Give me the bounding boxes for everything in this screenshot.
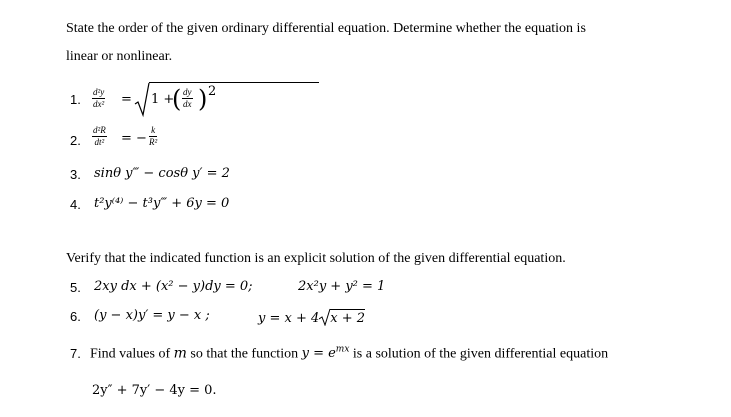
- eq1-inner-numerator: dy: [183, 87, 192, 97]
- eq1-lhs-fraction: [92, 88, 105, 109]
- problem-7-number: 7.: [70, 346, 81, 361]
- problem-6-solution-lhs: y = x + 4: [258, 311, 320, 326]
- intro-line-1: State the order of the given ordinary differential equation. Determine whether the equation is: [66, 21, 586, 36]
- problem-6-number: 6.: [70, 309, 81, 324]
- problem-2-number: 2.: [70, 133, 81, 148]
- problem-5-number: 5.: [70, 280, 81, 295]
- problem-6-equation: (y − x)y′ = y − x ;: [94, 308, 210, 323]
- eq2-rhs-numerator: k: [149, 126, 157, 137]
- eq2-rhs-denominator: R²: [149, 137, 158, 147]
- problem-7-post: is a solution of the given differential equation: [352, 346, 609, 362]
- problem-4-number: 4.: [70, 197, 81, 212]
- problem-3-equation: sinθ y‴ − cosθ y′ = 2: [94, 166, 230, 181]
- problem-7-function: [302, 346, 350, 361]
- eq2-equals: = −: [121, 131, 147, 146]
- eq1-one-plus: 1 +: [151, 92, 175, 107]
- eq2-lhs-fraction: [92, 126, 107, 147]
- problem-7-pre: Find values of: [90, 346, 171, 362]
- problem-7-function-base: y = e: [301, 346, 336, 362]
- problem-6-radicand: x + 2: [330, 311, 366, 326]
- problem-7-text: [90, 345, 608, 362]
- eq2-lhs-denominator: dt²: [94, 137, 105, 147]
- radical-sign-icon: [134, 82, 150, 118]
- problem-7-mid: so that the function: [190, 346, 299, 362]
- eq2-lhs-numerator: d²R: [93, 125, 106, 135]
- eq1-inner-denominator: dx: [183, 99, 192, 109]
- eq1-exponent: 2: [208, 84, 217, 99]
- problem-7-m: m: [173, 345, 187, 362]
- problem-4-equation: t²y⁽⁴⁾ − t³y‴ + 6y = 0: [94, 196, 230, 211]
- problem-7-equation: 2y″ + 7y′ − 4y = 0.: [92, 383, 217, 398]
- eq1-inner-fraction: [182, 88, 193, 109]
- eq2-rhs-fraction: [149, 126, 157, 147]
- sqrt-icon: [319, 308, 330, 326]
- radical-overline: [149, 82, 319, 83]
- problem-1-number: 1.: [70, 92, 81, 107]
- problem-6-solution: [258, 308, 365, 326]
- problem-3-number: 3.: [70, 167, 81, 182]
- verify-heading: Verify that the indicated function is an explicit solution of the given differential equation.: [66, 251, 566, 266]
- problem-5-equation: 2xy dx + (x² − y)dy = 0;: [94, 279, 253, 294]
- problem-7-function-exponent: mx: [335, 345, 350, 355]
- intro-line-2: linear or nonlinear.: [66, 49, 173, 64]
- problem-5-solution: 2x²y + y² = 1: [298, 279, 386, 294]
- eq1-lhs-denominator: dx²: [93, 99, 105, 109]
- right-paren: ): [198, 85, 208, 113]
- eq1-lhs-numerator: d²y: [93, 87, 105, 97]
- left-paren: (: [172, 85, 182, 113]
- eq1-equals: =: [121, 92, 132, 107]
